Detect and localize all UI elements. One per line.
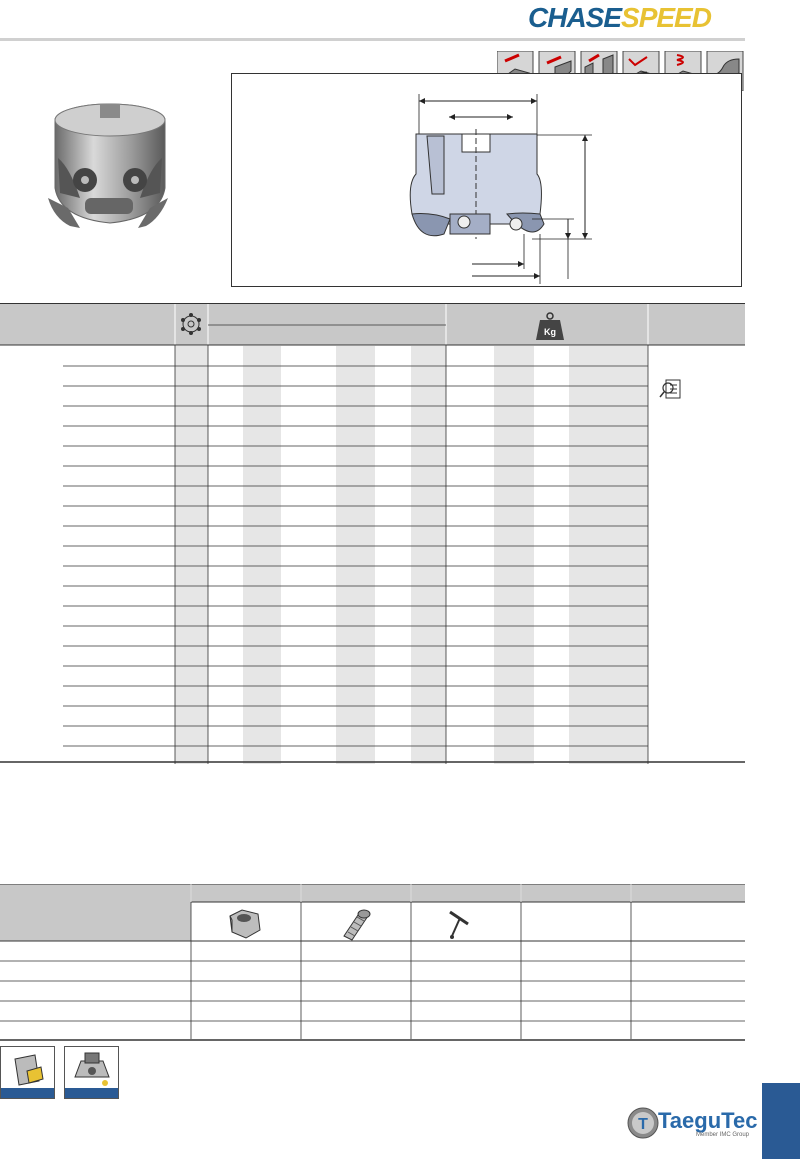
magnifier-details-icon[interactable] <box>660 380 680 398</box>
technical-drawing-svg <box>232 74 743 288</box>
header-rule <box>0 38 745 41</box>
logo-part-2: SPEED <box>621 2 711 33</box>
main-table-header <box>0 304 745 345</box>
cutter-product-image <box>40 98 175 238</box>
svg-text:Kg: Kg <box>544 327 556 337</box>
parts-table-header-left <box>0 884 191 941</box>
t-wrench-icon <box>450 912 468 939</box>
company-tagline: Member IMC Group <box>696 1132 750 1138</box>
logo-part-1: CHASE <box>528 2 622 33</box>
taegutec-emblem-icon <box>626 1106 660 1140</box>
main-specs-table <box>0 304 745 764</box>
insert-catalog-svg <box>1 1047 54 1098</box>
clamp-icon <box>230 910 260 938</box>
company-name: TaeguTec <box>658 1108 758 1133</box>
cutter-photo-svg <box>40 98 175 238</box>
insert-catalog-icon[interactable] <box>0 1046 55 1099</box>
section-side-tab <box>762 1083 800 1159</box>
assembly-info-icon[interactable] <box>64 1046 119 1099</box>
taegutec-logo <box>626 1104 756 1144</box>
parts-table <box>0 884 745 1044</box>
screw-icon <box>344 910 370 940</box>
chasespeed-logo <box>528 2 711 34</box>
assembly-info-svg <box>65 1047 118 1098</box>
technical-drawing-frame <box>231 73 742 287</box>
parts-table-header-top <box>191 884 745 902</box>
svg-text:T: T <box>638 1116 648 1133</box>
